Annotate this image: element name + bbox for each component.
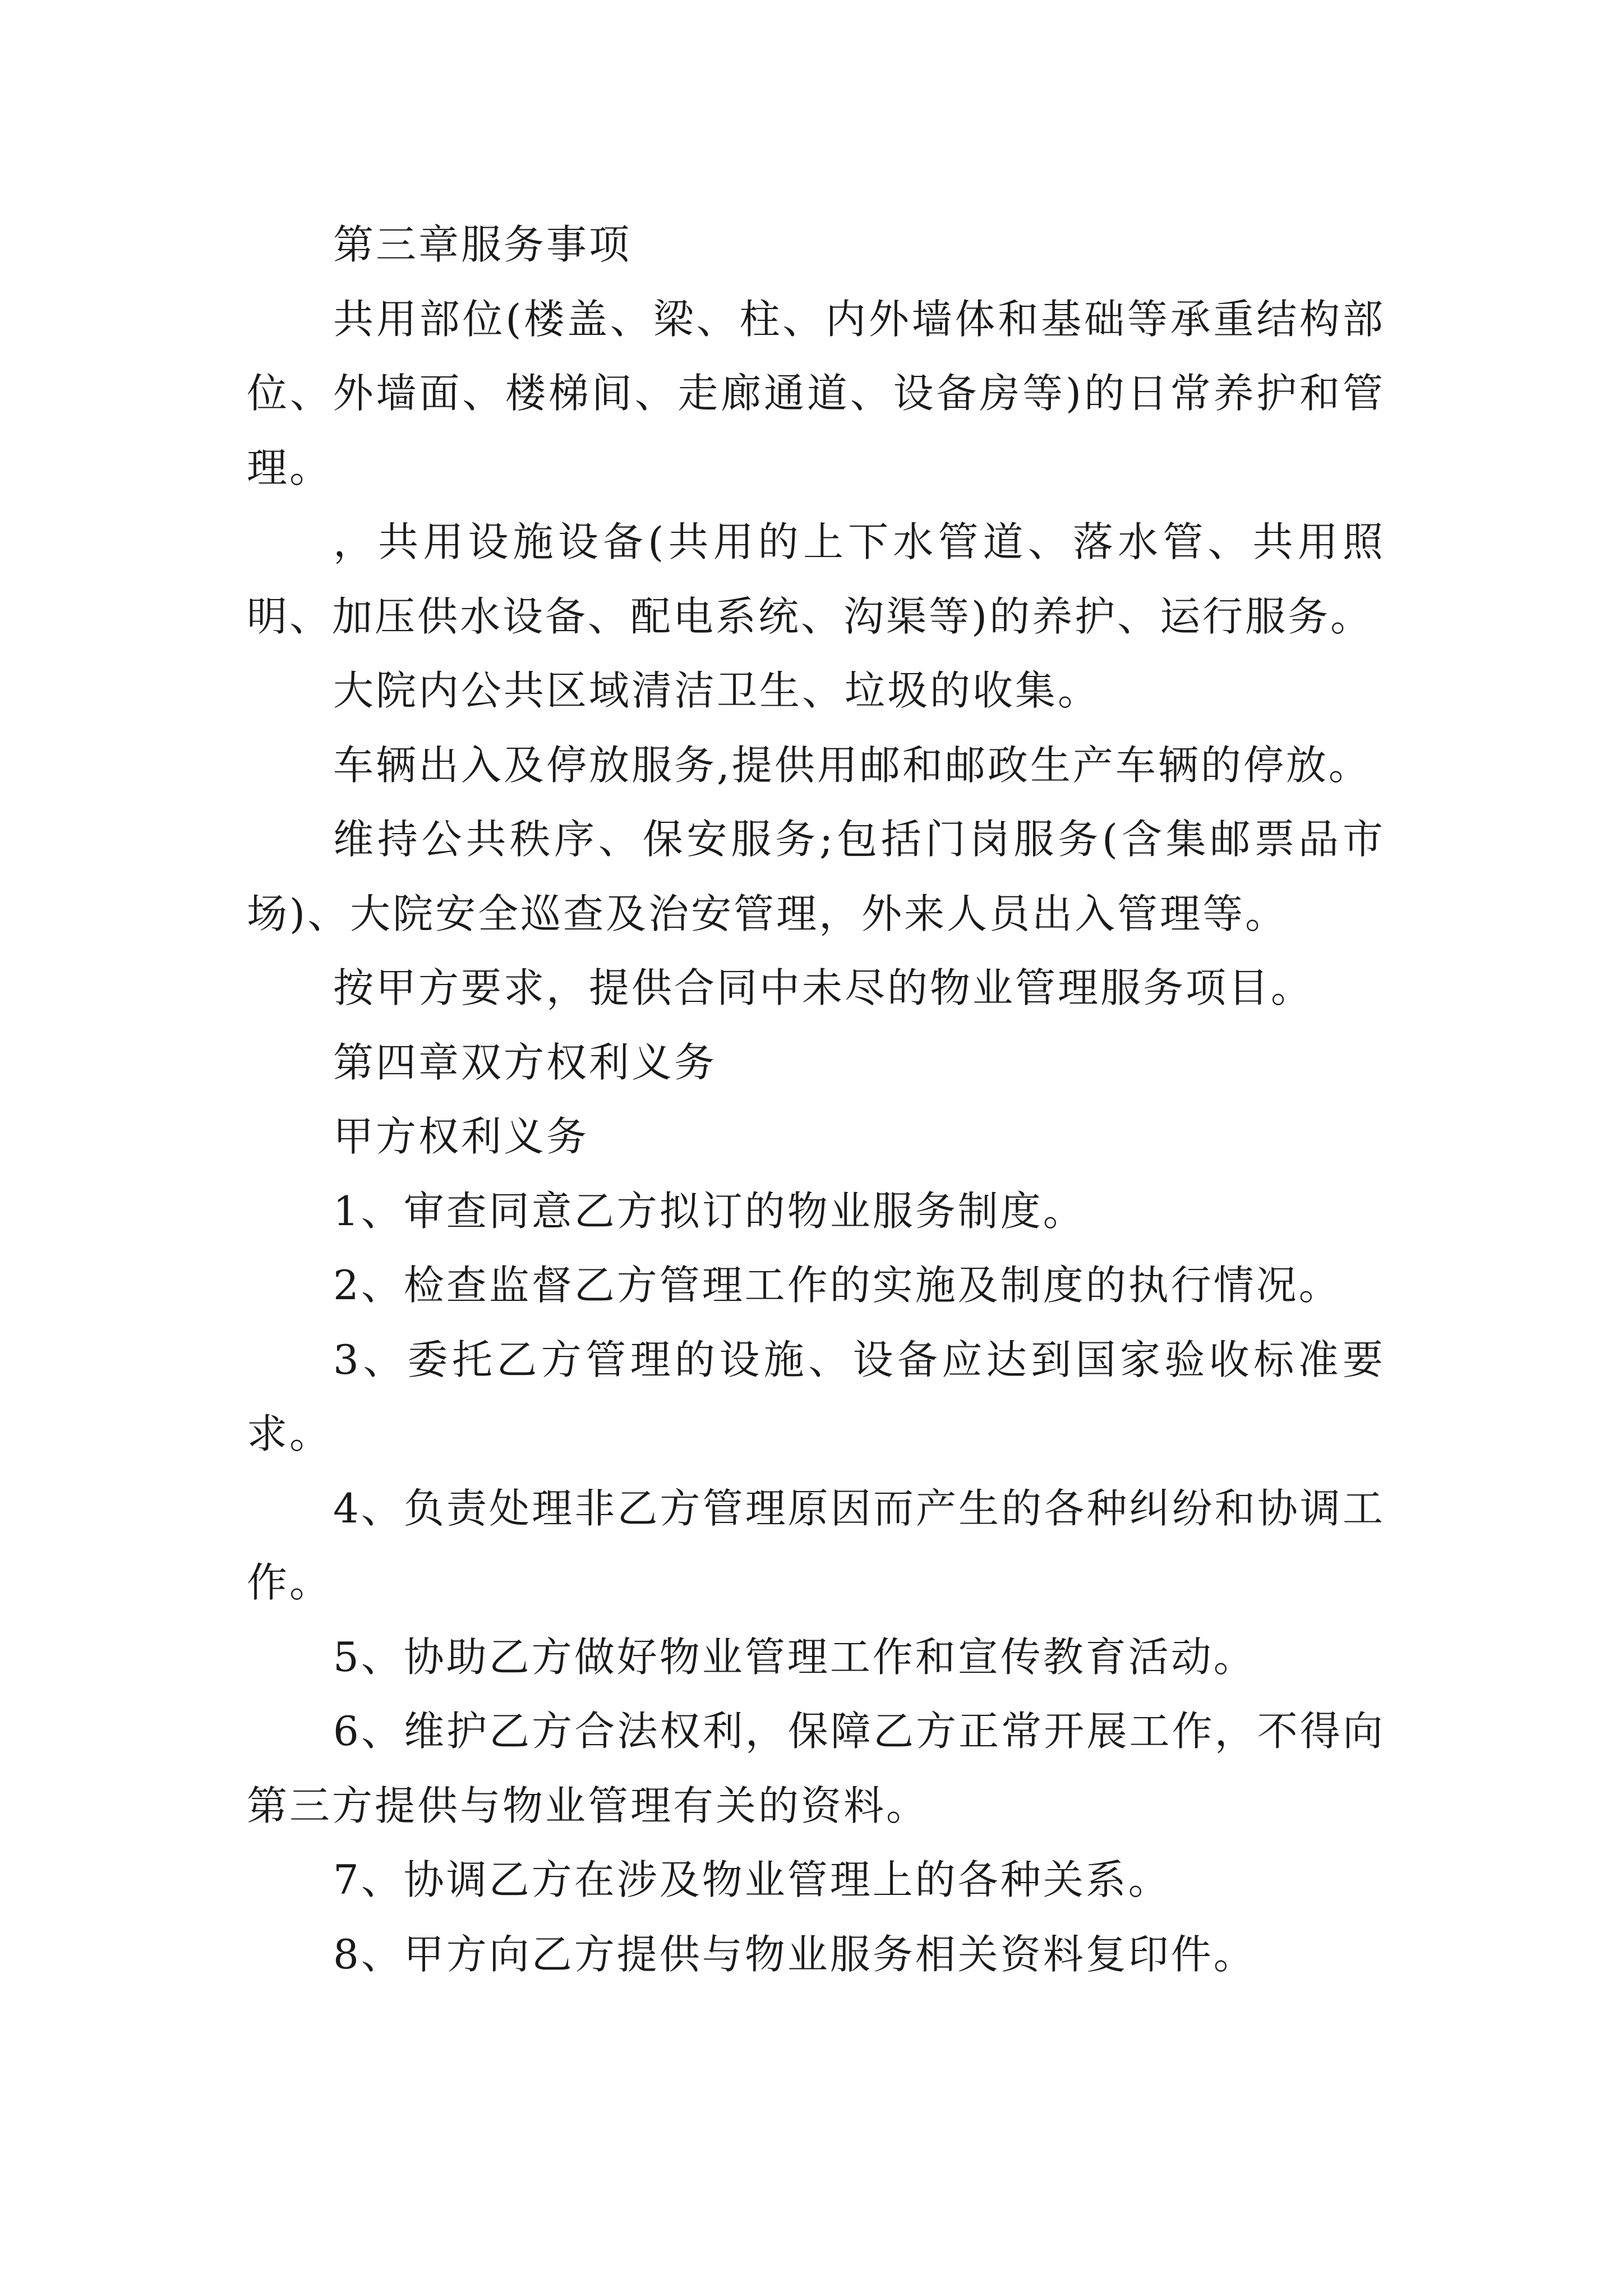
list-item: 2、检查监督乙方管理工作的实施及制度的执行情况。: [333, 1262, 1341, 1309]
list-item: 1、审查同意乙方拟订的物业服务制度。: [333, 1187, 1086, 1235]
list-item: 6、维护乙方合法权利，保障乙方正常开展工作，不得向第三方提供与物业管理有关的资料。: [247, 1708, 1385, 1829]
paragraph: 共用部位(楼盖、梁、柱、内外墙体和基础等承重结构部位、外墙面、楼梯间、走廊通道、设备房等)的日常养护和管理。: [247, 295, 1385, 491]
section-heading: 甲方权利义务: [333, 1113, 589, 1160]
paragraph: 按甲方要求，提供合同中未尽的物业管理服务项目。: [333, 964, 1314, 1011]
list-item: 5、协助乙方做好物业管理工作和宣传教育活动。: [333, 1633, 1256, 1681]
list-item: 7、协调乙方在涉及物业管理上的各种关系。: [333, 1856, 1171, 1903]
paragraph: 大院内公共区域清洁卫生、垃圾的收集。: [333, 667, 1101, 714]
chapter-heading: 第四章双方权利义务: [333, 1038, 717, 1086]
list-item: 4、负责处理非乙方管理原因而产生的各种纠纷和协调工作。: [247, 1484, 1385, 1606]
chapter-heading: 第三章服务事项: [333, 221, 632, 268]
document-body: [247, 208, 1385, 1991]
list-item: 3、委托乙方管理的设施、设备应达到国家验收标准要求。: [247, 1336, 1385, 1457]
paragraph: 车辆出入及停放服务,提供用邮和邮政生产车辆的停放。: [333, 741, 1371, 789]
paragraph: 维持公共秩序、保安服务;包括门岗服务(含集邮票品市场)、大院安全巡查及治安管理，外来人员出入管理等。: [247, 816, 1385, 937]
paragraph: ，共用设施设备(共用的上下水管道、落水管、共用照明、加压供水设备、配电系统、沟渠等)的养护、运行服务。: [247, 518, 1385, 640]
list-item: 8、甲方向乙方提供与物业服务相关资料复印件。: [333, 1930, 1256, 1978]
